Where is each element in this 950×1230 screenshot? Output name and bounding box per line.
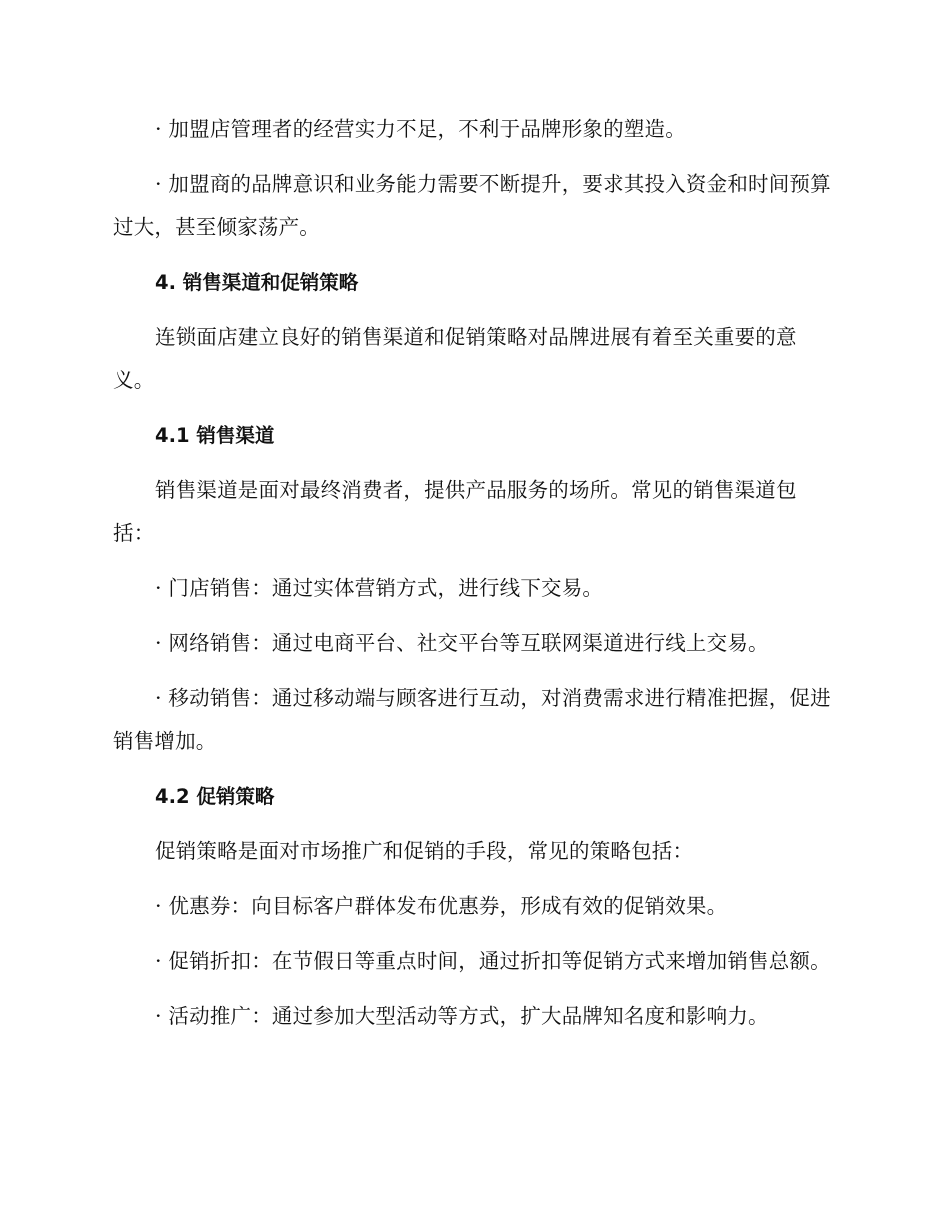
- bullet-paragraph: · 加盟商的品牌意识和业务能力需要不断提升，要求其投入资金和时间预算过大，甚至倾家荡产。: [113, 172, 831, 239]
- subsection-heading: 4.1 销售渠道: [155, 424, 275, 447]
- bullet-paragraph: · 促销折扣：在节假日等重点时间，通过折扣等促销方式来增加销售总额。: [155, 949, 831, 973]
- subsection-heading: 4.2 促销策略: [155, 785, 275, 808]
- body-paragraph: 促销策略是面对市场推广和促销的手段，常见的策略包括：: [155, 839, 694, 863]
- bullet-paragraph: · 门店销售：通过实体营销方式，进行线下交易。: [155, 576, 604, 600]
- bullet-paragraph: · 移动销售：通过移动端与顾客进行互动，对消费需求进行精准把握，促进销售增加。: [113, 686, 831, 753]
- section-heading: 4. 销售渠道和促销策略: [155, 271, 359, 294]
- document-body: [113, 108, 835, 1050]
- bullet-paragraph: · 网络销售：通过电商平台、社交平台等互联网渠道进行线上交易。: [155, 631, 769, 655]
- bullet-paragraph: · 加盟店管理者的经营实力不足，不利于品牌形象的塑造。: [155, 117, 686, 141]
- body-paragraph: 销售渠道是面对最终消费者，提供产品服务的场所。常见的销售渠道包括：: [113, 478, 797, 545]
- bullet-paragraph: · 活动推广：通过参加大型活动等方式，扩大品牌知名度和影响力。: [155, 1004, 769, 1028]
- body-paragraph: 连锁面店建立良好的销售渠道和促销策略对品牌进展有着至关重要的意义。: [113, 325, 797, 392]
- bullet-paragraph: · 优惠券：向目标客户群体发布优惠券，形成有效的促销效果。: [155, 894, 728, 918]
